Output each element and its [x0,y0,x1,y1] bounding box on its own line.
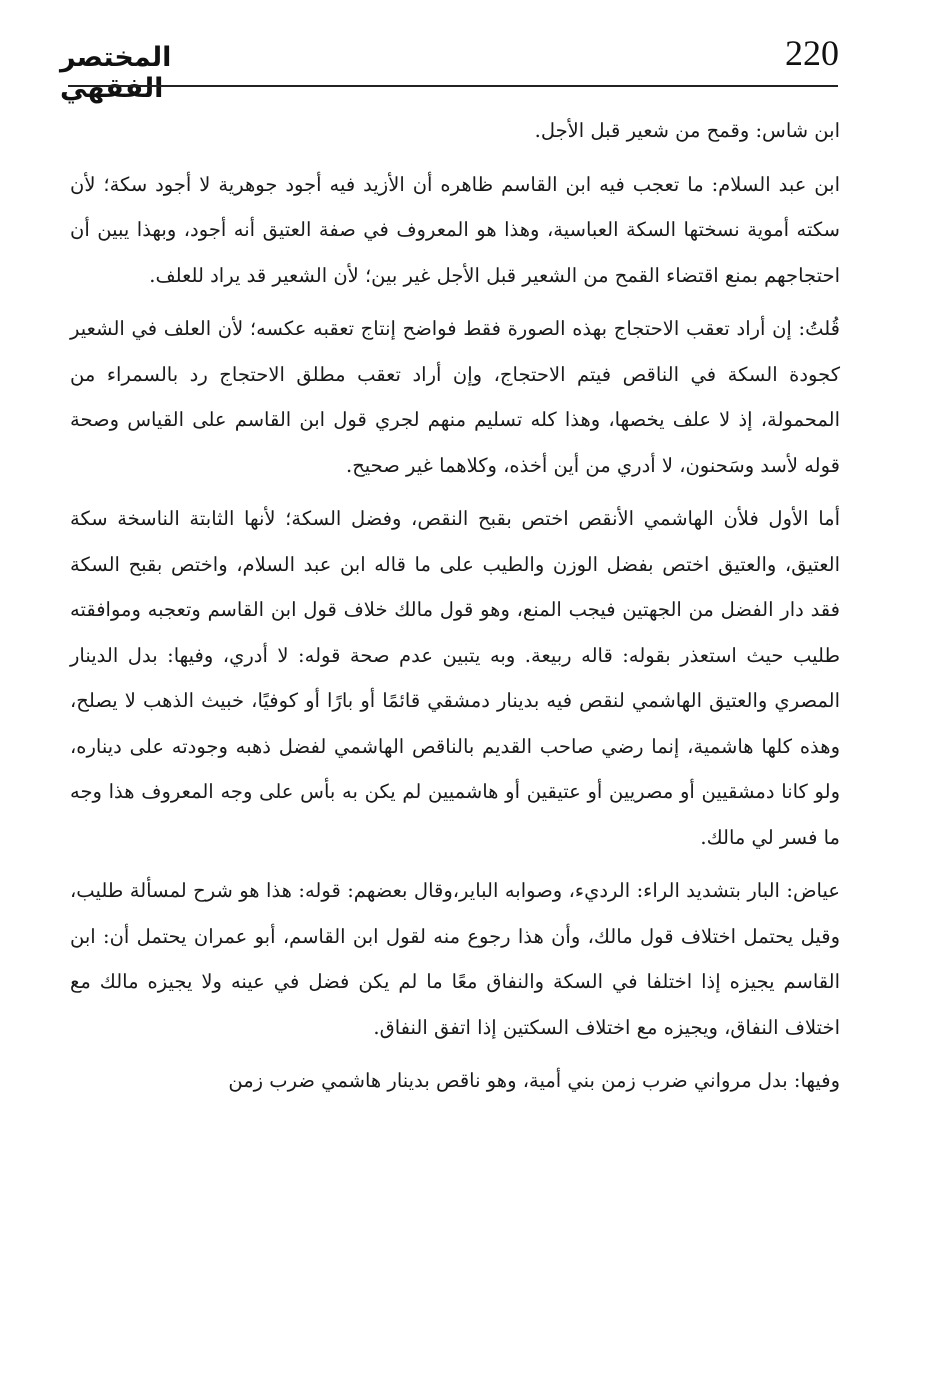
header-rule [68,85,838,87]
page-number: 220 [785,33,839,73]
paragraph: عياض: البار بتشديد الراء: الرديء، وصوابه الباير،وقال بعضهم: قوله: هذا هو شرح لمسألة طليب، وقيل يحتمل اختلاف قول مالك، وأن هذا رجوع منه لقول ابن القاسم، أبو عمران يحتمل أن: ابن القاسم يجيزه إذا اختلفا في السكة والنفاق معًا ما لم يكن فضل في عينه ولا يجيزه مالك مع اختلاف النفاق، ويجيزه مع اختلاف السكتين إذا اتفق النفاق. [70,879,840,1039]
text-body [70,108,840,1112]
paragraph: قُلتُ: إن أراد تعقب الاحتجاج بهذه الصورة فقط فواضح إنتاج تعقبه عكسه؛ لأن العلف في الشعير كجودة السكة في الناقص فيتم الاحتجاج، وإن أراد تعقب مطلق الاحتجاج رد بالسمراء من المحمولة، إذ لا علف يخصها، وهذا كله تسليم منهم لجري قول ابن القاسم على القياس وصحة قوله لأسد وسَحنون، لا أدري من أين أخذه، وكلاهما غير صحيح. [70,317,840,477]
paragraph: أما الأول فلأن الهاشمي الأنقص اختص بقبح النقص، وفضل السكة؛ لأنها الثابتة الناسخة سكة العتيق، والعتيق اختص بفضل الوزن والطيب على ما قاله ابن عبد السلام، واختص بقبح السكة فقد دار الفضل من الجهتين فيجب المنع، وهو قول مالك خلاف قول ابن القاسم وتعجبه وموافقته طليب حيث استعذر بقوله: قاله ربيعة. وبه يتبين عدم صحة قوله: لا أدري، وفيها: بدل الدينار المصري والعتيق الهاشمي لنقص فيه بدينار دمشقي قائمًا أو بارًا أو كوفيًا، خبيث الذهب لا يصلح، وهذه كلها هاشمية، إنما رضي صاحب القديم بالناقص الهاشمي لفضل ذهبه وجودته على ديناره، ولو كانا دمشقيين أو مصريين أو عتيقين أو هاشميين لم يكن به بأس على وجه المعروف هذا وجه ما فسر لي مالك. [70,507,840,849]
running-title: المختصر الفقهي [60,42,172,104]
paragraph: ابن شاس: وقمح من شعير قبل الأجل. [534,119,840,142]
paragraph: وفيها: بدل مرواني ضرب زمن بني أمية، وهو ناقص بدينار هاشمي ضرب زمن [228,1069,840,1092]
paragraph: ابن عبد السلام: ما تعجب فيه ابن القاسم ظاهره أن الأزيد فيه أجود جوهرية لا أجود سكة؛ لأن سكته أموية نسختها السكة العباسية، وهذا هو المعروف في صفة العتيق أنه أجود، وبهذا يبين أن احتجاجهم بمنع اقتضاء القمح من الشعير قبل الأجل غير بين؛ لأن الشعير قد يراد للعلف. [70,172,840,287]
